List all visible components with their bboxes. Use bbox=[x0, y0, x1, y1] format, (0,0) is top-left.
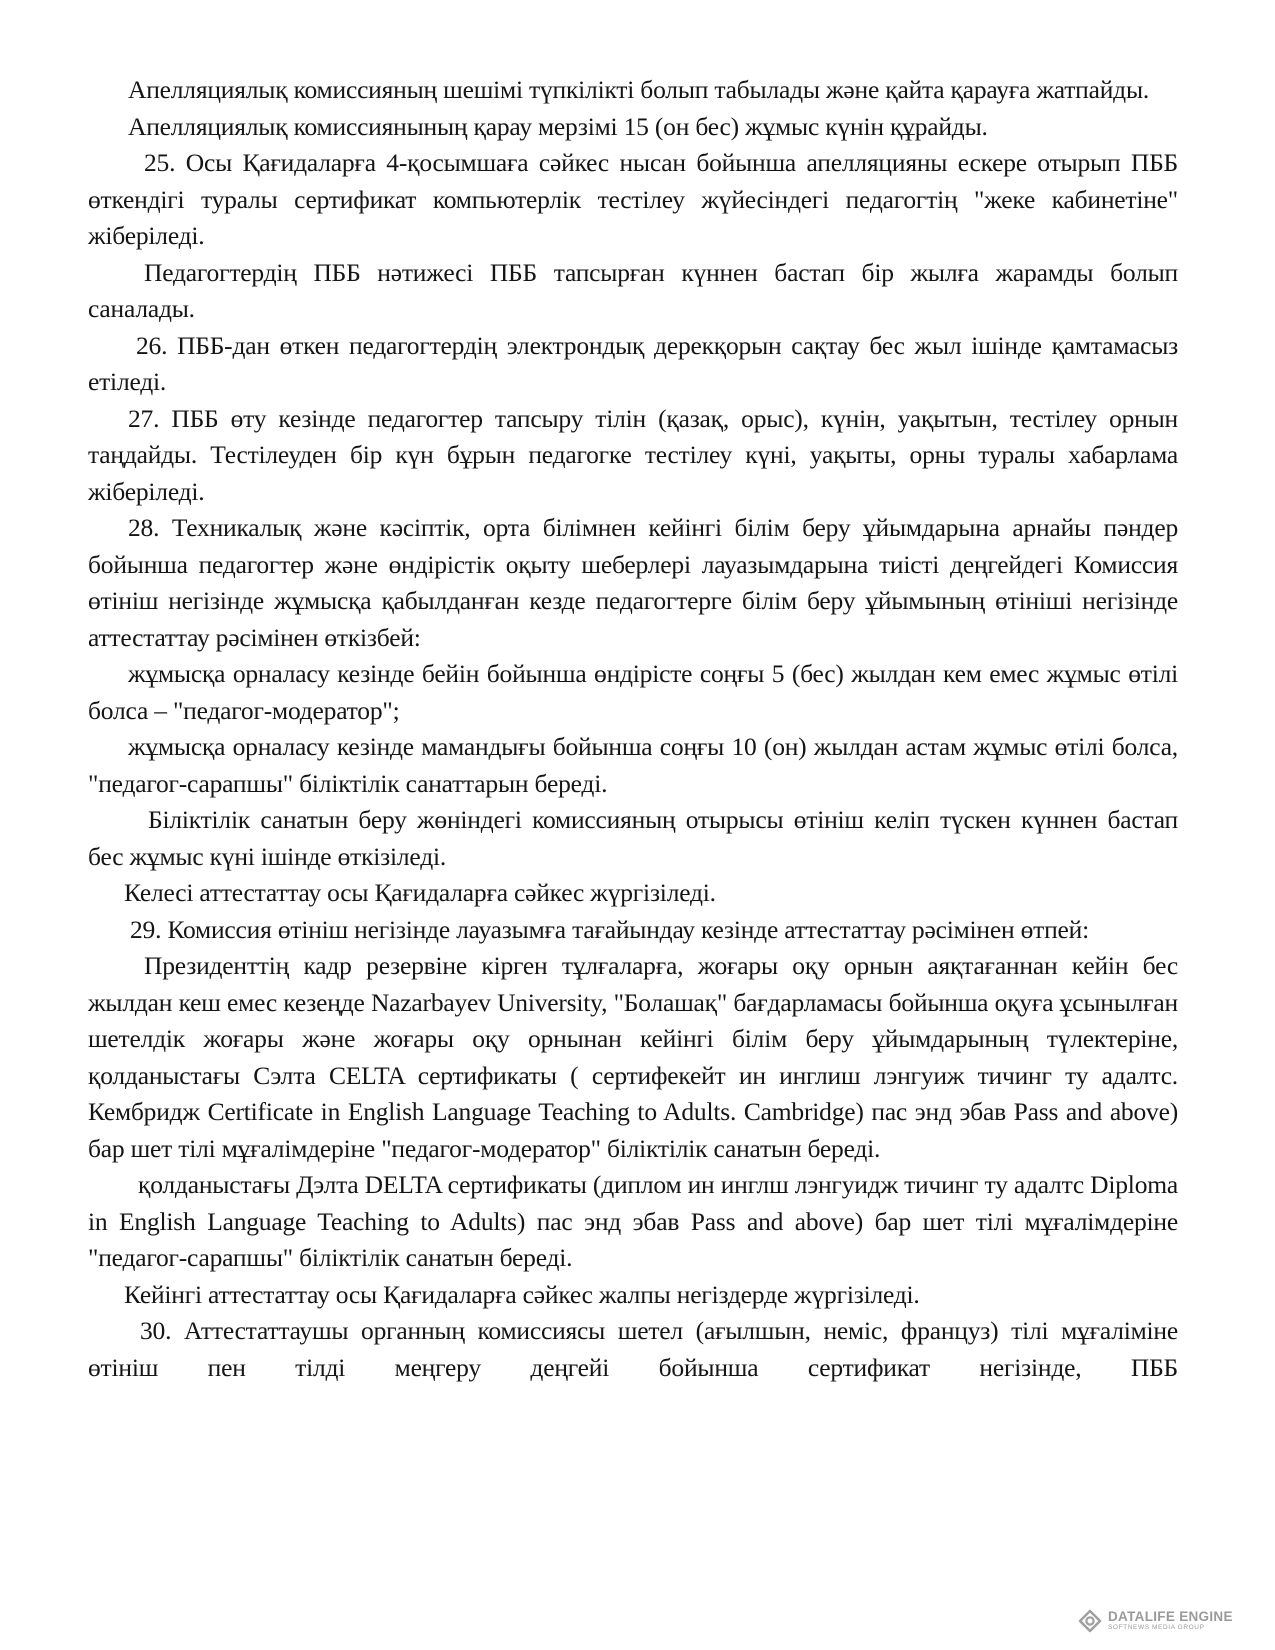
document-page bbox=[88, 72, 1178, 1386]
watermark-subtitle: SOFTNEWS MEDIA GROUP bbox=[1108, 1624, 1205, 1631]
paragraph-27: 27. ПББ өту кезінде педагогтер тапсыру тілін (қазақ, орыс), күнін, уақытын, тестілеу орнын таңдайды. Тестілеуден бір күн бұрын педагогке тестілеу күні, уақыты, орны туралы хабарлама жіберіледі. bbox=[88, 403, 1178, 506]
paragraph: Президенттің кадр резервіне кірген тұлғаларға, жоғары оқу орнын аяқтағаннан кейін бес жылдан кеш емес кезеңде Nazarbayev University, "Болашақ" бағдарламасы бойынша оқуға ұсынылған шетелдік жоғары және жоғары оқу орнынан кейінгі білім беру ұйымдарының түлектеріне, қолданыстағы Сэлта CELTA сертификаты ( сертифекейт ин инглиш лэнгуиж тичинг ту адалтс. Кембридж Certificate in English Language Teaching to Adults. Cambridge) пас энд эбав Pass and above) бар шет тілі мұғалімдеріне "педагог-модератор" біліктілік санатын береді. bbox=[88, 951, 1178, 1163]
paragraph: Біліктілік санатын беру жөніндегі комиссияның отырысы өтініш келіп түскен күннен бастап бес жұмыс күні ішінде өткізіледі. bbox=[88, 805, 1178, 871]
paragraph: Апелляциялық комиссияның шешімі түпкілікті болып табылады және қайта қарауға жатпайды. bbox=[128, 75, 1150, 104]
datalife-logo-icon bbox=[1078, 1609, 1102, 1633]
paragraph-28: 28. Техникалық және кәсіптік, орта білімнен кейінгі білім беру ұйымдарына арнайы пәндер бойынша педагогтер және өндірістік оқыту шеберлері лауазымдарына тиісті деңгейдегі Комиссия өтініш негізінде жұмысқа қабылданған кезде педагогтерге білім беру ұйымының өтініші негізінде аттестаттау рәсімінен өткізбей: bbox=[88, 513, 1178, 652]
paragraph: Кейінгі аттестаттау осы Қағидаларға сәйкес жалпы негіздерде жүргізіледі. bbox=[124, 1279, 920, 1309]
watermark-text bbox=[1108, 1610, 1233, 1632]
watermark-title: DATALIFE ENGINE bbox=[1108, 1609, 1233, 1624]
paragraph-29: 29. Комиссия өтініш негізінде лауазымға тағайындау кезінде аттестаттау рәсімінен өтпей: bbox=[130, 914, 1089, 944]
paragraph-26: 26. ПББ-дан өткен педагогтердің электрондық дерекқорын сақтау бес жыл ішінде қамтамасыз етіледі. bbox=[88, 330, 1178, 396]
datalife-engine-watermark bbox=[1078, 1604, 1258, 1638]
paragraph: Педагогтердің ПББ нәтижесі ПББ тапсырған күннен бастап бір жылға жарамды болып саналады. bbox=[88, 257, 1178, 323]
paragraph: Келесі аттестаттау осы Қағидаларға сәйкес жүргізіледі. bbox=[124, 878, 716, 907]
paragraph-30: 30. Аттестаттаушы органның комиссиясы шетел (ағылшын, неміс, француз) тілі мұғаліміне өтініш пен тілді меңгеру деңгейі бойынша сертификат негізінде, ПББ bbox=[88, 1316, 1178, 1382]
paragraph-25: 25. Осы Қағидаларға 4-қосымшаға сәйкес нысан бойынша апелляцияны ескере отырып ПББ өткендігі туралы сертификат компьютерлік тестілеу жүйесіндегі педагогтің "жеке кабинетіне" жіберіледі. bbox=[88, 148, 1178, 250]
paragraph: жұмысқа орналасу кезінде бейін бойынша өндірісте соңғы 5 (бес) жылдан кем емес жұмыс өтілі болса – "педагог-модератор"; bbox=[88, 659, 1178, 725]
paragraph: қолданыстағы Дэлта DELTA сертификаты (диплом ин инглш лэнгуидж тичинг ту адалтс Diploma in English Language Teaching to Adults) пас энд эбав Pass and above) бар шет тілі мұғалімдеріне "педагог-сарапшы" біліктілік санатын береді. bbox=[88, 1170, 1178, 1272]
paragraph: Апелляциялық комиссиянының қарау мерзімі 15 (он бес) жұмыс күнін құрайды. bbox=[128, 111, 988, 141]
paragraph: жұмысқа орналасу кезінде мамандығы бойынша соңғы 10 (он) жылдан астам жұмыс өтілі болса, "педагог-сарапшы" біліктілік санаттарын береді. bbox=[88, 732, 1178, 798]
